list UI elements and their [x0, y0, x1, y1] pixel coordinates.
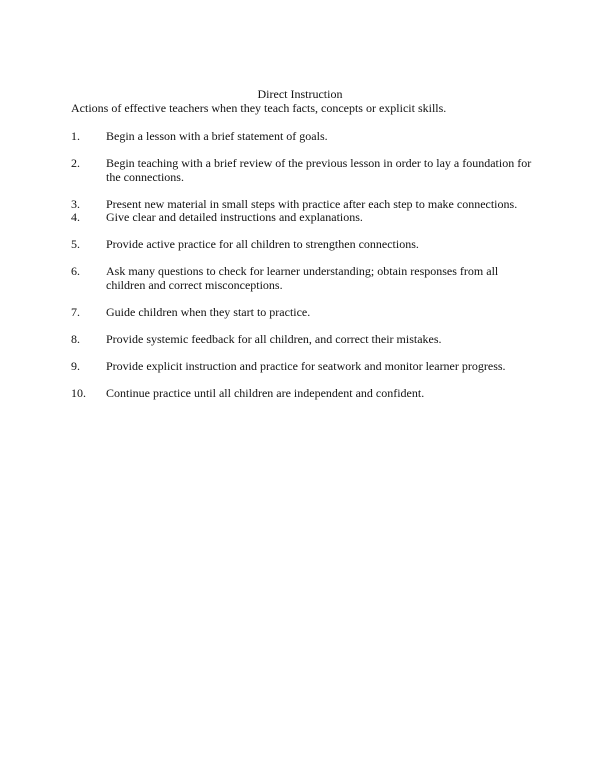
list-item-number: 5. — [71, 237, 80, 251]
list-item-number: 9. — [71, 359, 80, 373]
page-title: Direct Instruction — [257, 87, 343, 101]
list-item-text: Begin teaching with a brief review of the previous lesson in order to lay a foundation for the connections. — [106, 156, 532, 184]
list-item-number: 2. — [71, 156, 80, 170]
list-item-text: Guide children when they start to practice. — [106, 305, 311, 319]
list-item-number: 10. — [71, 386, 86, 400]
list-item-number: 8. — [71, 332, 80, 346]
list-item-text: Begin a lesson with a brief statement of goals. — [106, 129, 328, 143]
list-item-number: 3. — [71, 197, 80, 211]
list-item-number: 1. — [71, 129, 80, 143]
list-item-number: 4. — [71, 210, 80, 224]
list-item-text: Provide explicit instruction and practice for seatwork and monitor learner progress. — [106, 359, 506, 373]
list-item-number: 7. — [71, 305, 80, 319]
list-item-number: 6. — [71, 264, 80, 278]
list-item-text: Ask many questions to check for learner understanding; obtain responses from all children and correct misconceptions. — [106, 264, 499, 292]
page-subtitle: Actions of effective teachers when they teach facts, concepts or explicit skills. — [71, 101, 447, 115]
list-item-text: Continue practice until all children are independent and confident. — [106, 386, 425, 400]
list-item-text: Provide systemic feedback for all children, and correct their mistakes. — [106, 332, 442, 346]
list-item-text: Give clear and detailed instructions and explanations. — [106, 210, 363, 224]
list-item-text: Present new material in small steps with practice after each step to make connections. — [106, 197, 518, 211]
list-item-text: Provide active practice for all children to strengthen connections. — [106, 237, 419, 251]
